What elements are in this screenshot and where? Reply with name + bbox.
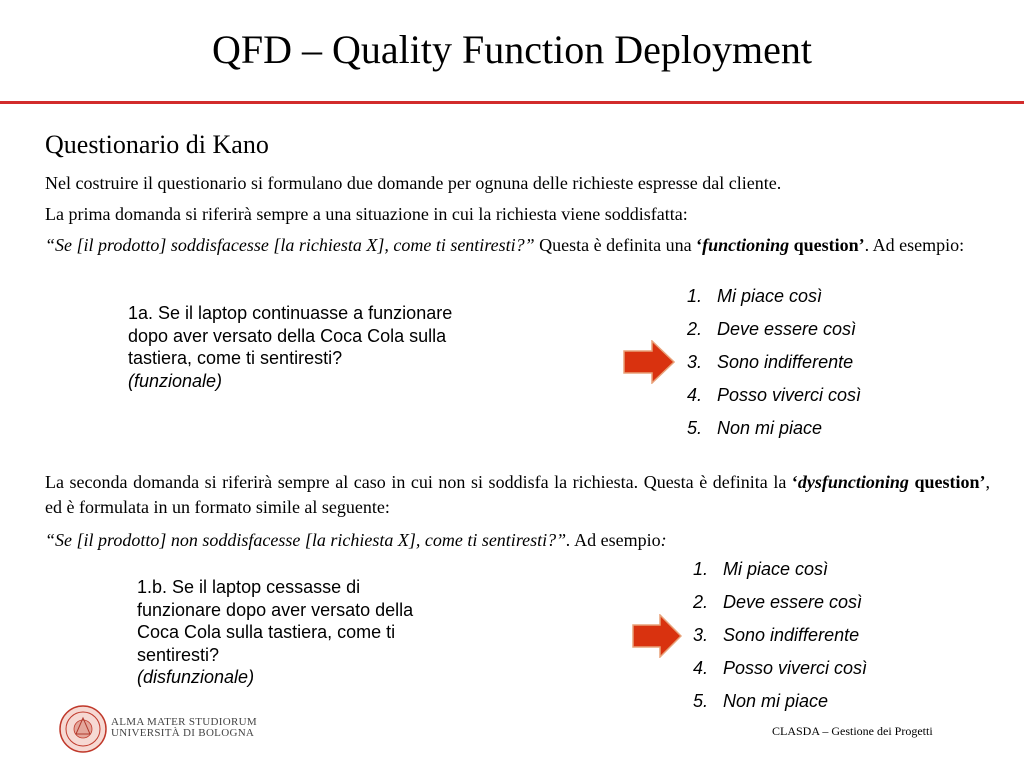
answer-option: 3. Sono indifferente (693, 625, 860, 645)
title-divider (0, 101, 1024, 104)
page-title: QFD – Quality Function Deployment (212, 27, 812, 72)
answer-option: 1. Mi piace così (693, 559, 829, 579)
university-logo-text: ALMA MATER STUDIORUM UNIVERSITÀ DI BOLOGNA (111, 716, 257, 739)
section-heading: Questionario di Kano (45, 130, 269, 159)
intro-paragraph-2: La prima domanda si riferirà sempre a una situazione in cui la richiesta viene soddisfatta: (45, 204, 688, 224)
intro-paragraph-3: “Se [il prodotto] soddisfacesse [la richiesta X], come ti sentiresti?” Questa è definita una ‘functioning question’. Ad esempio: (45, 235, 965, 255)
answer-option: 4. Posso viverci così (687, 385, 862, 405)
example-2-question: 1.b. Se il laptop cessasse di funzionare dopo aver versato della Coca Cola sulla tastiera, come ti sentiresti? (disfunzionale) (137, 576, 605, 689)
functioning-term: functioning (702, 235, 790, 255)
example-1-type: (funzionale) (128, 370, 223, 391)
university-seal-icon (58, 704, 108, 754)
example-2-type: (disfunzionale) (137, 667, 255, 687)
answer-option: 5. Non mi piace (693, 691, 829, 711)
dysfunctioning-question-template: “Se [il prodotto] non soddisfacesse [la richiesta X], come ti sentiresti?”. (45, 530, 571, 550)
answer-option: 2. Deve essere così (687, 319, 857, 339)
answer-option: 1. Mi piace così (687, 286, 823, 306)
answer-option: 3. Sono indifferente (687, 352, 854, 372)
right-arrow-icon (632, 614, 682, 658)
answer-option: 5. Non mi piace (687, 418, 823, 438)
functioning-question-template: “Se [il prodotto] soddisfacesse [la richiesta X], come ti sentiresti?” (45, 235, 535, 255)
answer-options-2 (693, 553, 867, 718)
answer-option: 2. Deve essere così (693, 592, 863, 612)
right-arrow-icon (623, 340, 675, 384)
intro-paragraph-1: Nel costruire il questionario si formulano due domande per ognuna delle richieste espresse dal cliente. (45, 173, 782, 193)
answer-option: 4. Posso viverci così (693, 658, 868, 678)
dysfunctioning-term: dysfunctioning (797, 472, 909, 492)
answer-options-1 (687, 280, 861, 445)
second-paragraph-1: La seconda domanda si riferirà sempre al caso in cui non si soddisfa la richiesta. Questa è definita la ‘dysfunctioning question’, ed è formulata in un formato simile al seguente: (45, 472, 990, 517)
second-paragraph-2: “Se [il prodotto] non soddisfacesse [la richiesta X], come ti sentiresti?”. Ad esempio: (45, 530, 667, 550)
example-1-question: 1a. Se il laptop continuasse a funzionare dopo aver versato della Coca Cola sulla tastiera, come ti sentiresti? (funzionale) (128, 302, 478, 392)
footer-course-name: CLASDA – Gestione dei Progetti (772, 724, 933, 738)
